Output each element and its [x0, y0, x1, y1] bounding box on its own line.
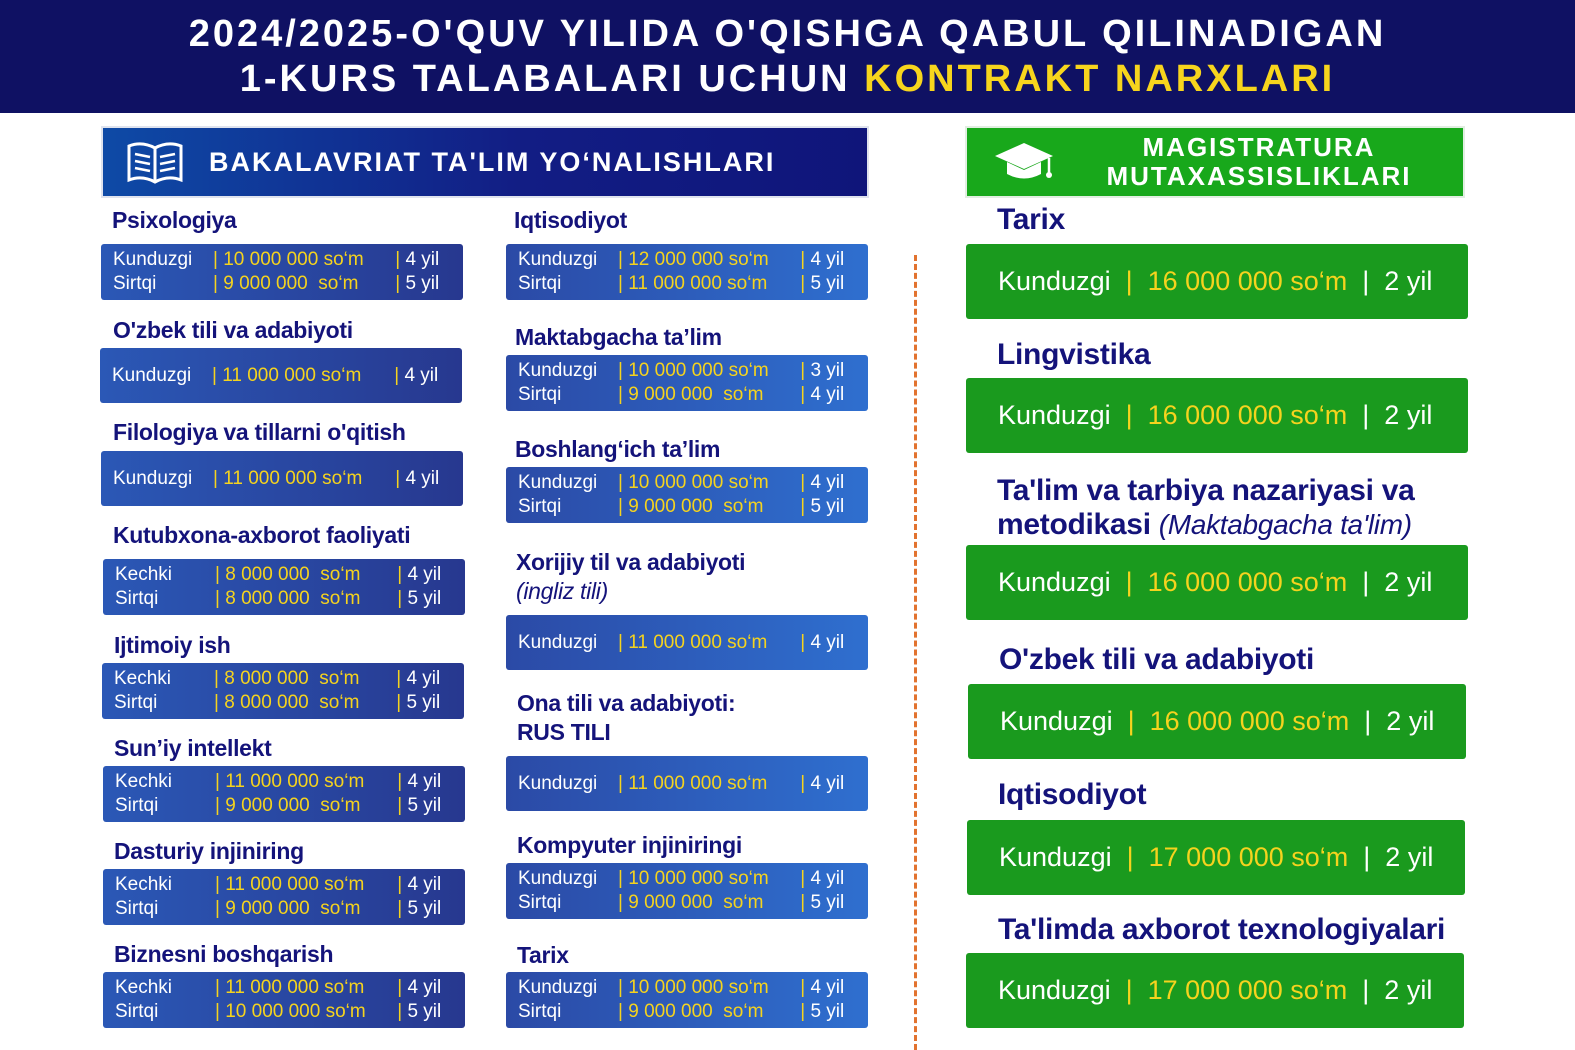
program-title: Ijtimoiy ish: [114, 632, 231, 658]
separator: |: [800, 631, 811, 653]
header-highlight: KONTRAKT NARXLARI: [864, 57, 1336, 100]
duration: 4 yil: [810, 384, 845, 405]
price-box: [506, 972, 868, 1028]
price: 11 000 000 so‘m: [222, 364, 362, 386]
separator: |: [1347, 266, 1385, 296]
program-title-line-1: Xorijiy til va adabiyoti: [516, 549, 746, 575]
study-form: Sirtqi: [518, 273, 562, 294]
price-row: [518, 272, 868, 296]
study-form: Kechki: [114, 668, 172, 689]
duration: 2 yil: [1384, 567, 1433, 597]
separator: |: [1348, 842, 1386, 872]
separator: |: [215, 977, 226, 998]
study-form: Sirtqi: [518, 384, 562, 405]
separator: |: [1112, 706, 1150, 736]
separator: |: [618, 1001, 629, 1022]
separator: |: [214, 692, 225, 713]
study-form: Sirtqi: [115, 898, 159, 919]
separator: |: [1347, 400, 1385, 430]
price-row: [114, 691, 464, 715]
study-form: Sirtqi: [518, 1001, 562, 1022]
price: 11 000 000 so‘m: [223, 467, 363, 489]
program-title: Boshlang‘ich ta’lim: [515, 436, 721, 462]
study-form: Kunduzgi: [518, 631, 598, 653]
master-price-box: [967, 820, 1465, 895]
separator: |: [397, 771, 408, 792]
price: 17 000 000 so‘m: [1148, 842, 1349, 872]
separator: |: [215, 564, 226, 585]
price-row: [113, 272, 463, 296]
price-row: [518, 495, 868, 519]
duration: 4 yil: [406, 668, 441, 689]
study-form: Kunduzgi: [518, 249, 598, 270]
price: 9 000 000 so‘m: [628, 496, 764, 517]
study-form: Kechki: [115, 874, 173, 895]
price: 11 000 000 so‘m: [225, 771, 365, 792]
price-row: [115, 587, 465, 611]
separator: |: [800, 977, 811, 998]
duration: 2 yil: [1384, 400, 1433, 430]
separator: |: [1110, 266, 1148, 296]
separator: |: [215, 795, 226, 816]
price: 9 000 000 so‘m: [225, 795, 361, 816]
price-row: [115, 770, 465, 794]
separator: |: [397, 977, 408, 998]
price: 10 000 000 so‘m: [225, 1001, 366, 1022]
program-title: Maktabgacha ta’lim: [515, 324, 722, 350]
header-line-1: 2024/2025-O'QUV YILIDA O'QISHGA QABUL QILINADIGAN: [188, 12, 1387, 55]
price: 10 000 000 so‘m: [628, 977, 769, 998]
price-box: [103, 972, 465, 1028]
duration: 4 yil: [810, 472, 845, 493]
bakalavriat-heading-text: BAKALAVRIAT TA'LIM YO‘NALISHLARI: [209, 146, 776, 177]
duration: 4 yil: [407, 874, 442, 895]
open-book-icon: [125, 138, 185, 186]
separator: |: [618, 472, 629, 493]
duration: 4 yil: [405, 249, 440, 270]
price-row: [115, 873, 465, 897]
separator: |: [215, 1001, 226, 1022]
price-row: [115, 1000, 465, 1024]
price: 11 000 000 so‘m: [628, 273, 768, 294]
separator: |: [397, 874, 408, 895]
study-form: Kunduzgi: [998, 266, 1111, 296]
duration: 2 yil: [1384, 266, 1433, 296]
magistratura-heading-line-1: MAGISTRATURA: [1142, 132, 1376, 162]
program-title: Sun’iy intellekt: [114, 735, 272, 761]
separator: |: [396, 692, 407, 713]
study-form: Kunduzgi: [518, 977, 598, 998]
separator: |: [800, 360, 811, 381]
separator: |: [800, 868, 811, 889]
price: 10 000 000 so‘m: [628, 360, 769, 381]
header-line-2: [240, 57, 1335, 102]
duration: 5 yil: [407, 588, 442, 609]
price-row: [112, 364, 462, 388]
duration: 4 yil: [810, 249, 845, 270]
duration: 2 yil: [1385, 842, 1434, 872]
separator: |: [800, 249, 811, 270]
duration: 5 yil: [810, 273, 845, 294]
program-title-line-2: RUS TILI: [517, 719, 611, 745]
duration: 4 yil: [407, 977, 442, 998]
bakalavriat-heading: [101, 126, 869, 198]
duration: 2 yil: [1386, 706, 1435, 736]
duration: 4 yil: [810, 631, 845, 653]
separator: |: [618, 892, 629, 913]
price: 16 000 000 so‘m: [1147, 400, 1348, 430]
duration: 5 yil: [406, 692, 441, 713]
price-box: [506, 615, 868, 670]
price-box: [101, 451, 463, 506]
separator: |: [1110, 567, 1148, 597]
program-subtitle: (ingliz tili): [516, 578, 608, 604]
master-title: Iqtisodiyot: [998, 778, 1147, 811]
magistratura-heading: [965, 126, 1465, 198]
separator: |: [397, 795, 408, 816]
study-form: Kechki: [115, 771, 173, 792]
program-title: [516, 548, 745, 606]
study-form: Sirtqi: [113, 273, 157, 294]
price: 16 000 000 so‘m: [1147, 567, 1348, 597]
separator: |: [1111, 842, 1149, 872]
master-price-box: [968, 684, 1466, 759]
price-row: [518, 867, 868, 891]
study-form: Kunduzgi: [518, 360, 598, 381]
separator: |: [618, 384, 629, 405]
price: 11 000 000 so‘m: [225, 977, 365, 998]
study-form: Sirtqi: [115, 588, 159, 609]
price-box: [103, 869, 465, 925]
price-row: [114, 667, 464, 691]
price: 11 000 000 so‘m: [628, 631, 768, 653]
separator: |: [215, 898, 226, 919]
master-title-line-1: Ta'lim va tarbiya nazariyasi va: [997, 474, 1415, 507]
price: 9 000 000 so‘m: [225, 898, 361, 919]
separator: |: [395, 273, 406, 294]
price: 11 000 000 so‘m: [628, 772, 768, 794]
separator: |: [395, 249, 406, 270]
separator: |: [215, 771, 226, 792]
study-form: Sirtqi: [518, 892, 562, 913]
price: 11 000 000 so‘m: [225, 874, 365, 895]
study-form: Kunduzgi: [113, 467, 193, 489]
study-form: Kunduzgi: [999, 842, 1112, 872]
column-divider: [914, 255, 917, 1050]
magistratura-heading-line-2: MUTAXASSISLIKLARI: [1106, 161, 1412, 191]
separator: |: [618, 360, 629, 381]
study-form: Kunduzgi: [1000, 706, 1113, 736]
price-row: [113, 467, 463, 491]
separator: |: [800, 892, 811, 913]
duration: 4 yil: [404, 364, 439, 386]
master-title: Lingvistika: [997, 338, 1151, 371]
program-title: [517, 689, 735, 747]
study-form: Kunduzgi: [518, 472, 598, 493]
master-title-line-2: metodikasi: [997, 508, 1159, 541]
separator: |: [213, 273, 224, 294]
duration: 4 yil: [810, 977, 845, 998]
price-row: [113, 248, 463, 272]
price: 9 000 000 so‘m: [628, 892, 764, 913]
duration: 2 yil: [1384, 975, 1433, 1005]
separator: |: [213, 249, 224, 270]
price-row: [518, 248, 868, 272]
separator: |: [1347, 567, 1385, 597]
price-box: [100, 348, 462, 403]
header-banner: [0, 0, 1575, 113]
separator: |: [397, 564, 408, 585]
program-title: Iqtisodiyot: [514, 207, 627, 233]
master-price-box: [966, 545, 1468, 620]
study-form: Kunduzgi: [518, 772, 598, 794]
master-price-box: [966, 244, 1468, 319]
master-title: O'zbek tili va adabiyoti: [999, 643, 1315, 676]
duration: 4 yil: [810, 772, 845, 794]
price-row: [518, 471, 868, 495]
study-form: Kunduzgi: [518, 868, 598, 889]
separator: |: [800, 472, 811, 493]
separator: |: [618, 249, 629, 270]
duration: 5 yil: [407, 898, 442, 919]
program-title: Tarix: [517, 942, 569, 968]
price: 8 000 000 so‘m: [225, 564, 361, 585]
separator: |: [800, 1001, 811, 1022]
study-form: Kunduzgi: [998, 975, 1111, 1005]
duration: 4 yil: [810, 868, 845, 889]
duration: 5 yil: [407, 1001, 442, 1022]
separator: |: [800, 273, 811, 294]
price: 16 000 000 so‘m: [1147, 266, 1348, 296]
price-row: [518, 772, 868, 796]
separator: |: [618, 772, 629, 794]
separator: |: [394, 364, 405, 386]
price-box: [103, 559, 465, 615]
separator: |: [397, 898, 408, 919]
master-title: [997, 474, 1415, 542]
separator: |: [395, 467, 406, 489]
program-title: Kutubxona-axborot faoliyati: [113, 522, 411, 548]
program-title: Kompyuter injiniringi: [517, 832, 742, 858]
duration: 4 yil: [405, 467, 440, 489]
program-title: O'zbek tili va adabiyoti: [113, 317, 353, 343]
price-row: [115, 976, 465, 1000]
separator: |: [1349, 706, 1387, 736]
study-form: Sirtqi: [115, 795, 159, 816]
price: 10 000 000 so‘m: [223, 249, 364, 270]
price-row: [518, 976, 868, 1000]
separator: |: [212, 364, 223, 386]
price: 8 000 000 so‘m: [224, 692, 360, 713]
price-box: [101, 244, 463, 300]
separator: |: [215, 874, 226, 895]
master-title: Tarix: [997, 203, 1065, 236]
price-box: [506, 756, 868, 811]
magistratura-heading-text: [1075, 133, 1463, 191]
separator: |: [618, 496, 629, 517]
study-form: Kechki: [115, 977, 173, 998]
master-price-box: [966, 378, 1468, 453]
separator: |: [214, 668, 225, 689]
price: 10 000 000 so‘m: [628, 868, 769, 889]
separator: |: [397, 1001, 408, 1022]
price: 9 000 000 so‘m: [223, 273, 359, 294]
study-form: Sirtqi: [115, 1001, 159, 1022]
program-title: Filologiya va tillarni o'qitish: [113, 419, 406, 445]
separator: |: [800, 496, 811, 517]
master-title: Ta'limda axborot texnologiyalari: [998, 913, 1446, 946]
duration: 4 yil: [407, 564, 442, 585]
duration: 3 yil: [810, 360, 845, 381]
price-row: [115, 563, 465, 587]
program-title: Biznesni boshqarish: [114, 941, 334, 967]
price-box: [506, 863, 868, 919]
duration: 5 yil: [810, 1001, 845, 1022]
price: 9 000 000 so‘m: [628, 1001, 764, 1022]
price: 8 000 000 so‘m: [225, 588, 361, 609]
price-row: [115, 794, 465, 818]
separator: |: [618, 868, 629, 889]
study-form: Kunduzgi: [113, 249, 193, 270]
price: 16 000 000 so‘m: [1149, 706, 1350, 736]
master-title-italic: (Maktabgacha ta'lim): [1158, 509, 1412, 540]
program-title: Psixologiya: [112, 207, 237, 233]
separator: |: [800, 772, 811, 794]
duration: 5 yil: [810, 892, 845, 913]
separator: |: [1110, 400, 1148, 430]
duration: 5 yil: [407, 795, 442, 816]
price-row: [518, 631, 868, 655]
price-row: [518, 359, 868, 383]
study-form: Kunduzgi: [998, 400, 1111, 430]
separator: |: [215, 588, 226, 609]
header-line-2-prefix: 1-KURS TALABALARI UCHUN: [239, 57, 865, 100]
price-row: [518, 383, 868, 407]
master-price-box: [966, 953, 1464, 1028]
price: 12 000 000 so‘m: [628, 249, 769, 270]
program-title: Dasturiy injiniring: [114, 838, 304, 864]
separator: |: [618, 977, 629, 998]
graduation-cap-icon: [993, 139, 1055, 185]
price-row: [115, 897, 465, 921]
price-row: [518, 891, 868, 915]
duration: 5 yil: [405, 273, 440, 294]
price: 10 000 000 so‘m: [628, 472, 769, 493]
price-row: [518, 1000, 868, 1024]
price: 8 000 000 so‘m: [224, 668, 360, 689]
price-box: [102, 663, 464, 719]
separator: |: [618, 273, 629, 294]
separator: |: [396, 668, 407, 689]
separator: |: [800, 384, 811, 405]
separator: |: [397, 588, 408, 609]
program-title-line-1: Ona tili va adabiyoti:: [517, 690, 736, 716]
separator: |: [1347, 975, 1385, 1005]
study-form: Sirtqi: [518, 496, 562, 517]
price-box: [506, 467, 868, 523]
price: 9 000 000 so‘m: [628, 384, 764, 405]
price: 17 000 000 so‘m: [1147, 975, 1348, 1005]
study-form: Kunduzgi: [998, 567, 1111, 597]
separator: |: [618, 631, 629, 653]
price-box: [506, 244, 868, 300]
duration: 4 yil: [407, 771, 442, 792]
separator: |: [213, 467, 224, 489]
price-box: [103, 766, 465, 822]
study-form: Sirtqi: [114, 692, 158, 713]
study-form: Kunduzgi: [112, 364, 192, 386]
duration: 5 yil: [810, 496, 845, 517]
price-box: [506, 355, 868, 411]
separator: |: [1110, 975, 1148, 1005]
study-form: Kechki: [115, 564, 173, 585]
